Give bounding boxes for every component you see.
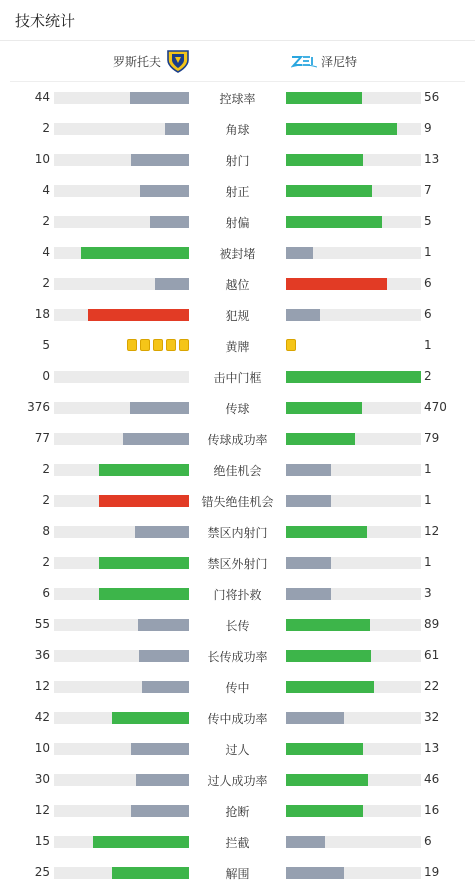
stat-row [0,764,475,795]
away-value: 19 [424,865,440,879]
away-bar [286,743,421,755]
home-value: 77 [34,431,50,445]
home-value: 8 [42,524,50,538]
home-bar [54,278,189,290]
stat-row [0,578,475,609]
away-bar-fill [286,464,331,476]
stat-row [0,361,475,392]
stat-row [0,175,475,206]
stat-label: 绝佳机会 [213,464,262,478]
stat-row [0,609,475,640]
yellow-card-icon [166,339,176,351]
home-bar [54,216,189,228]
stat-label: 控球率 [219,92,256,106]
home-bar-fill [139,650,189,662]
yellow-card-icon [140,339,150,351]
stat-label: 错失绝佳机会 [201,495,274,509]
away-bar-fill [286,805,363,817]
home-value: 2 [42,493,50,507]
home-bar [54,371,189,383]
away-bar-fill [286,650,371,662]
away-bar [286,712,421,724]
away-value: 16 [424,803,440,817]
away-bar [286,588,421,600]
away-value: 6 [424,276,432,290]
away-value: 7 [424,183,432,197]
stat-label: 角球 [225,123,250,137]
away-value: 470 [424,400,447,414]
stat-row [0,113,475,144]
home-value: 25 [34,865,50,879]
away-bar-fill [286,371,421,383]
home-bar-fill [99,557,189,569]
home-bar-fill [99,495,189,507]
stat-label: 解围 [225,867,250,881]
home-bar-fill [99,588,189,600]
home-bar [54,247,189,259]
stat-label: 禁区内射门 [207,526,268,540]
home-value: 15 [34,834,50,848]
away-bar-fill [286,185,372,197]
stat-row [0,206,475,237]
home-value: 42 [34,710,50,724]
home-bar-fill [165,123,189,135]
away-bar-fill [286,309,320,321]
home-bar [54,309,189,321]
stat-label: 长传 [225,619,250,633]
stat-label: 越位 [225,278,250,292]
teams-header [10,41,465,82]
home-bar-fill [93,836,189,848]
away-bar-fill [286,557,331,569]
stat-row [0,237,475,268]
home-value: 376 [27,400,50,414]
home-value: 2 [42,555,50,569]
away-value: 46 [424,772,440,786]
home-value: 12 [34,679,50,693]
home-bar-fill [130,402,189,414]
away-bar [286,92,421,104]
away-bar [286,836,421,848]
stat-row [0,423,475,454]
stat-row [0,857,475,888]
home-value: 4 [42,245,50,259]
away-value: 22 [424,679,440,693]
stats-list [0,82,475,888]
page-header [0,0,475,41]
stat-row [0,268,475,299]
away-value: 1 [424,493,432,507]
away-bar-fill [286,774,368,786]
away-bar-fill [286,619,370,631]
stat-label: 射偏 [225,216,250,230]
away-bar [286,681,421,693]
home-bar [54,526,189,538]
home-bar [54,92,189,104]
home-bar-fill [140,185,189,197]
home-team-name: 罗斯托夫 [113,54,162,69]
away-value: 2 [424,369,432,383]
home-bar-fill [81,247,189,259]
home-value: 36 [34,648,50,662]
away-bar-fill [286,743,363,755]
home-bar-fill [131,154,189,166]
home-bar [54,836,189,848]
home-value: 10 [34,152,50,166]
away-bar-fill [286,154,363,166]
away-value: 56 [424,90,440,104]
stat-label: 黄牌 [225,340,250,354]
home-bar-fill [112,867,189,879]
away-team-logo-icon [291,54,317,68]
away-team[interactable] [291,41,357,81]
home-bar [54,805,189,817]
home-value: 2 [42,462,50,476]
home-bar [54,433,189,445]
away-bar-fill [286,247,313,259]
home-bar-fill [138,619,189,631]
stat-row [0,330,475,361]
stat-row [0,485,475,516]
away-bar [286,433,421,445]
home-bar [54,588,189,600]
away-bar [286,867,421,879]
yellow-card-icon [127,339,137,351]
stat-label: 过人 [225,743,250,757]
away-value: 13 [424,741,440,755]
away-value: 9 [424,121,432,135]
home-bar [54,743,189,755]
home-value: 30 [34,772,50,786]
away-bar [286,619,421,631]
home-value: 4 [42,183,50,197]
home-bar [54,650,189,662]
stat-label: 长传成功率 [207,650,268,664]
home-bar [54,495,189,507]
stat-label: 击中门框 [213,371,262,385]
away-bar-fill [286,712,344,724]
away-bar [286,464,421,476]
stat-label: 传中 [225,681,250,695]
home-value: 10 [34,741,50,755]
stat-row [0,516,475,547]
stat-row [0,733,475,764]
home-bar [54,867,189,879]
stat-row [0,144,475,175]
yellow-card-icon [286,339,296,351]
home-value: 12 [34,803,50,817]
away-bar-fill [286,402,362,414]
stat-label: 射正 [225,185,250,199]
away-value: 6 [424,834,432,848]
home-bar-fill [131,743,189,755]
away-value: 1 [424,245,432,259]
stat-label: 传球 [225,402,250,416]
home-bar-fill [142,681,189,693]
stat-row [0,299,475,330]
away-value: 5 [424,214,432,228]
stat-row [0,454,475,485]
home-team-logo-icon [165,48,191,74]
away-value: 89 [424,617,440,631]
away-value: 32 [424,710,440,724]
stat-row [0,640,475,671]
away-bar [286,557,421,569]
yellow-card-icon [179,339,189,351]
home-value: 6 [42,586,50,600]
home-bar [54,402,189,414]
home-bar-fill [123,433,189,445]
stat-label: 射门 [225,154,250,168]
away-value: 1 [424,338,432,352]
away-value: 6 [424,307,432,321]
stat-label: 被封堵 [219,247,256,261]
home-bar-fill [131,805,189,817]
away-bar [286,402,421,414]
away-bar-fill [286,526,367,538]
away-bar-fill [286,123,397,135]
stat-row [0,392,475,423]
away-team-name: 泽尼特 [321,54,358,69]
home-bar [54,712,189,724]
stat-label: 过人成功率 [207,774,268,788]
home-value: 2 [42,121,50,135]
away-bar [286,123,421,135]
away-bar-fill [286,278,387,290]
home-bar [54,557,189,569]
stat-label: 抢断 [225,805,250,819]
away-bar [286,185,421,197]
away-bar [286,278,421,290]
away-bar [286,805,421,817]
away-value: 61 [424,648,440,662]
away-bar [286,495,421,507]
away-value: 12 [424,524,440,538]
away-value: 1 [424,462,432,476]
home-bar [54,681,189,693]
home-team[interactable] [113,41,191,81]
home-value: 44 [34,90,50,104]
home-bar [54,464,189,476]
stat-label: 传球成功率 [207,433,268,447]
home-value: 55 [34,617,50,631]
home-bar-fill [155,278,189,290]
stat-row [0,547,475,578]
home-bar-fill [135,526,189,538]
home-bar [54,774,189,786]
away-bar [286,774,421,786]
away-bar [286,309,421,321]
home-value: 0 [42,369,50,383]
away-bar [286,526,421,538]
home-value: 2 [42,214,50,228]
home-bar [54,123,189,135]
stat-row [0,702,475,733]
away-value: 13 [424,152,440,166]
home-bar-fill [150,216,189,228]
home-bar [54,619,189,631]
yellow-card-icon [153,339,163,351]
stat-row [0,795,475,826]
stat-row [0,671,475,702]
away-yellow-cards [286,339,296,351]
away-bar [286,371,421,383]
home-value: 18 [34,307,50,321]
away-value: 79 [424,431,440,445]
away-bar-fill [286,495,331,507]
home-bar-fill [88,309,189,321]
home-value: 5 [42,338,50,352]
away-value: 3 [424,586,432,600]
away-bar [286,216,421,228]
home-bar-fill [99,464,189,476]
away-bar [286,247,421,259]
away-bar [286,154,421,166]
away-bar-fill [286,836,325,848]
home-bar-fill [112,712,189,724]
home-value: 2 [42,276,50,290]
away-bar-fill [286,588,331,600]
page-title: 技术统计 [15,11,76,30]
away-bar-fill [286,867,344,879]
stat-label: 拦截 [225,836,250,850]
home-bar-fill [136,774,189,786]
away-bar-fill [286,216,382,228]
stat-row [0,826,475,857]
away-bar-fill [286,433,355,445]
home-bar-fill [130,92,189,104]
stat-row [0,82,475,113]
away-bar-fill [286,681,374,693]
home-bar [54,154,189,166]
stat-label: 禁区外射门 [207,557,268,571]
home-yellow-cards [127,339,189,351]
away-bar-fill [286,92,362,104]
home-bar [54,185,189,197]
away-value: 1 [424,555,432,569]
stat-label: 传中成功率 [207,712,268,726]
stat-label: 犯规 [225,309,250,323]
stat-label: 门将扑救 [213,588,262,602]
away-bar [286,650,421,662]
